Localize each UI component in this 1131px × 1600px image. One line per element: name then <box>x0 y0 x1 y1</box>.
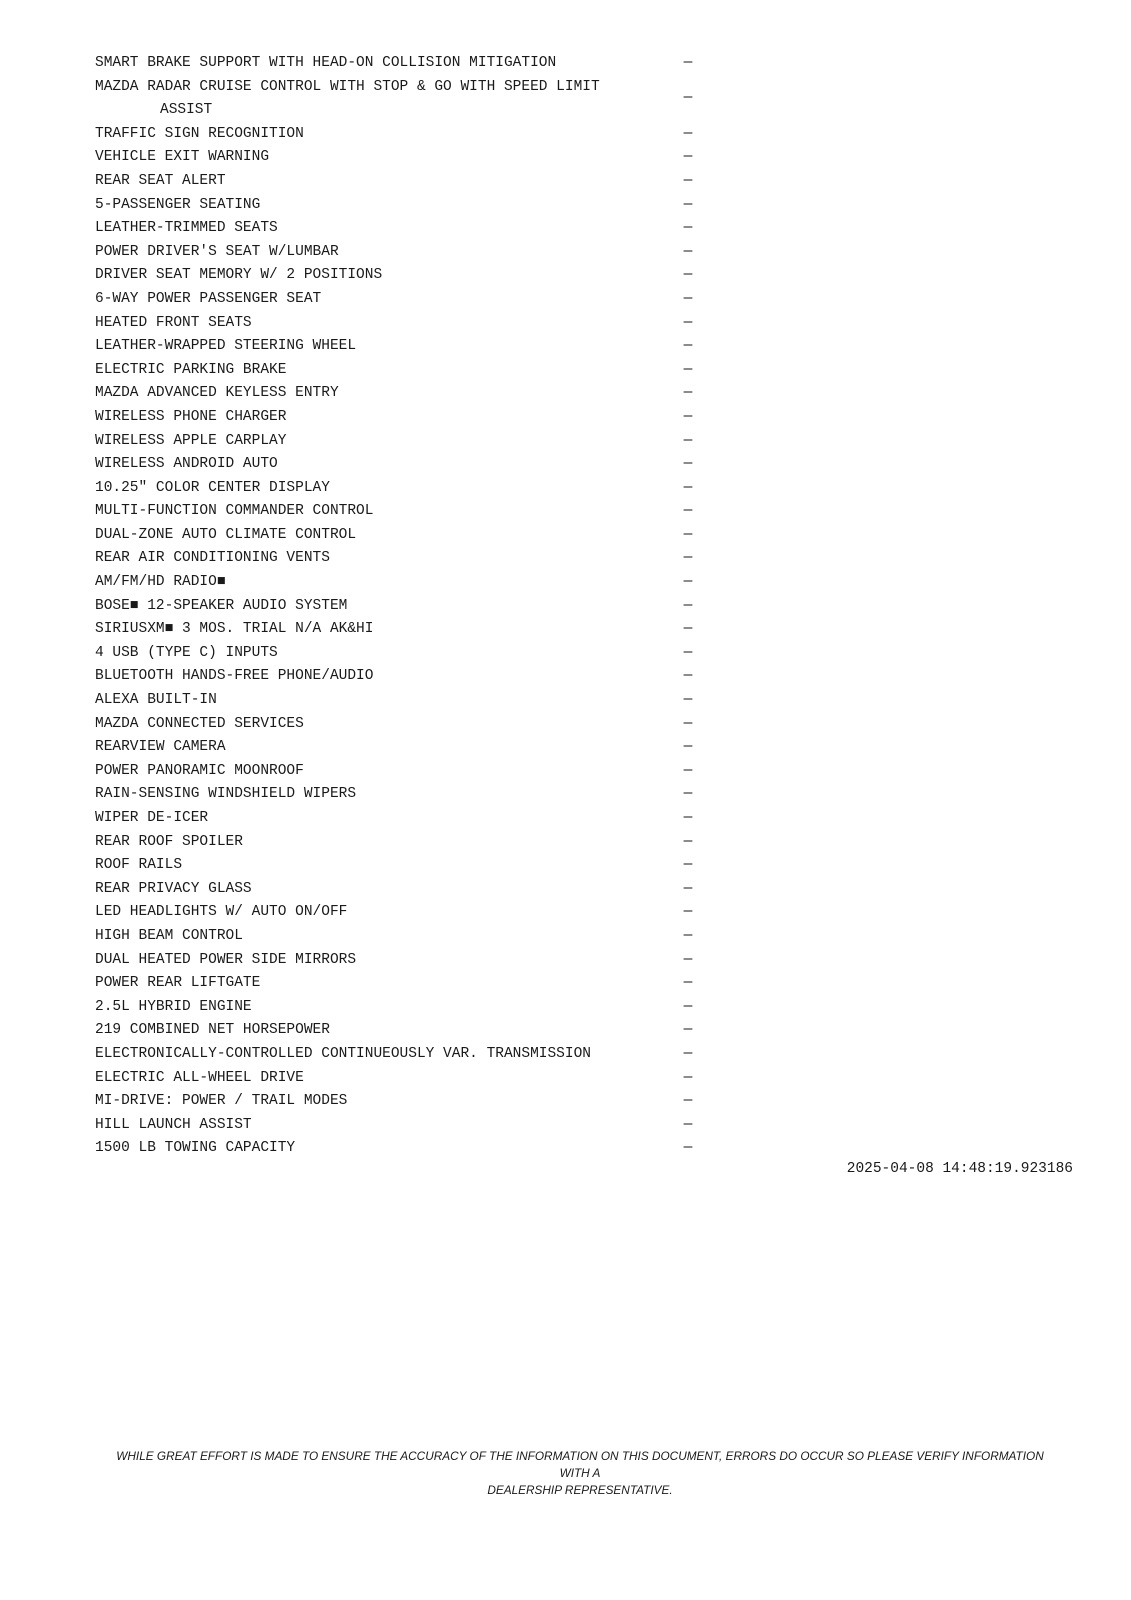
feature-row <box>95 925 695 949</box>
feature-row <box>95 736 695 760</box>
feature-name-text: 5-PASSENGER SEATING <box>95 196 261 213</box>
feature-name <box>95 1019 330 1043</box>
feature-value-dash: — <box>683 621 693 638</box>
feature-value-dash: — <box>683 715 693 732</box>
feature-value-dash: — <box>683 220 693 237</box>
feature-name <box>95 901 347 925</box>
feature-value-dash: — <box>683 526 693 543</box>
feature-value-dash: — <box>683 857 693 874</box>
feature-value-dash: — <box>683 550 693 567</box>
feature-name-text: 1500 LB TOWING CAPACITY <box>95 1140 296 1157</box>
feature-name-text: ALEXA BUILT-IN <box>95 692 217 709</box>
feature-row <box>95 949 695 973</box>
feature-row <box>95 854 695 878</box>
feature-row <box>95 547 695 571</box>
feature-row <box>95 1114 695 1138</box>
feature-value-dash: — <box>683 172 693 189</box>
feature-value-dash: — <box>683 739 693 756</box>
feature-name-text: REAR PRIVACY GLASS <box>95 880 252 897</box>
feature-name-text: LED HEADLIGHTS W/ AUTO ON/OFF <box>95 904 348 921</box>
feature-value-dash: — <box>683 810 693 826</box>
feature-name <box>95 123 304 147</box>
feature-name-text: RAIN-SENSING WINDSHIELD WIPERS <box>95 786 357 803</box>
feature-row <box>95 901 695 925</box>
feature-row <box>95 312 695 336</box>
feature-name-text: 4 USB (TYPE C) INPUTS <box>95 644 278 661</box>
feature-name <box>95 783 356 807</box>
feature-value-dash: — <box>683 361 693 378</box>
feature-row <box>95 642 695 666</box>
feature-value-dash: — <box>683 290 693 307</box>
feature-row <box>95 335 695 359</box>
feature-name-text: AM/FM/HD RADIO■ <box>95 574 226 591</box>
feature-name-text: 10.25" COLOR CENTER DISPLAY <box>95 479 330 496</box>
feature-name-text: BOSE■ 12-SPEAKER AUDIO SYSTEM <box>95 597 348 614</box>
feature-name-text: REAR AIR CONDITIONING VENTS <box>95 550 330 567</box>
feature-value-dash: — <box>683 692 693 709</box>
feature-name <box>95 524 356 548</box>
feature-row <box>95 713 695 737</box>
feature-name-text: POWER REAR LIFTGATE <box>95 975 261 992</box>
feature-name-text: MAZDA RADAR CRUISE CONTROL WITH STOP & GO WITH SPEED LIMIT <box>95 78 600 95</box>
feature-name <box>95 713 304 737</box>
feature-row <box>95 618 695 642</box>
feature-name <box>95 76 600 123</box>
feature-row <box>95 878 695 902</box>
feature-value-dash: — <box>683 267 693 284</box>
feature-value-dash: — <box>683 1045 693 1062</box>
feature-name <box>95 878 252 902</box>
feature-row <box>95 571 695 595</box>
feature-value-dash: — <box>683 243 693 260</box>
feature-value-dash: — <box>683 668 693 685</box>
feature-name-text: LEATHER-WRAPPED STEERING WHEEL <box>95 338 357 355</box>
feature-row <box>95 760 695 784</box>
feature-name <box>95 1137 295 1161</box>
feature-name <box>95 477 330 501</box>
feature-value-dash: — <box>683 786 693 803</box>
feature-row <box>95 1137 695 1161</box>
feature-name <box>95 996 252 1020</box>
feature-name <box>95 1114 252 1138</box>
feature-value-dash: — <box>683 149 693 166</box>
feature-value-dash: — <box>683 314 693 331</box>
feature-name <box>95 949 356 973</box>
feature-name-text: VEHICLE EXIT WARNING <box>95 149 270 166</box>
feature-name <box>95 736 226 760</box>
feature-value-dash: — <box>683 408 693 425</box>
feature-name-text: WIRELESS PHONE CHARGER <box>95 408 287 425</box>
feature-name <box>95 642 278 666</box>
feature-name-text: ROOF RAILS <box>95 857 183 874</box>
feature-name <box>95 760 304 784</box>
disclaimer-line-1: WHILE GREAT EFFORT IS MADE TO ENSURE THE ACCURACY OF THE INFORMATION ON THIS DOCUMENT, ERRORS DO OCCUR SO PLEASE VERIFY INFORMATION WITH A <box>116 1449 1044 1480</box>
feature-name-text: 219 COMBINED NET HORSEPOWER <box>95 1022 330 1039</box>
feature-row <box>95 264 695 288</box>
feature-name <box>95 547 330 571</box>
feature-value-dash: — <box>683 574 693 591</box>
feature-name-text: ELECTRONICALLY-CONTROLLED CONTINUEOUSLY VAR. TRANSMISSION <box>95 1045 591 1062</box>
feature-row <box>95 406 695 430</box>
feature-name <box>95 430 286 454</box>
print-timestamp: 2025-04-08 14:48:19.923186 <box>846 1161 1073 1177</box>
feature-row <box>95 170 695 194</box>
feature-name <box>95 217 278 241</box>
feature-row <box>95 382 695 406</box>
feature-name <box>95 831 243 855</box>
feature-value-dash: — <box>683 975 693 992</box>
feature-name <box>95 807 208 831</box>
feature-row <box>95 76 695 123</box>
feature-row <box>95 996 695 1020</box>
feature-list <box>95 52 695 1161</box>
feature-name <box>95 1090 347 1114</box>
feature-value-dash: — <box>683 503 693 520</box>
feature-value-dash: — <box>683 644 693 661</box>
feature-row <box>95 477 695 501</box>
feature-row <box>95 1019 695 1043</box>
feature-row <box>95 123 695 147</box>
feature-name-text: DUAL HEATED POWER SIDE MIRRORS <box>95 951 357 968</box>
feature-name <box>95 571 226 595</box>
feature-name-text: ELECTRIC PARKING BRAKE <box>95 361 287 378</box>
feature-value-dash: — <box>683 880 693 897</box>
feature-name-text: POWER PANORAMIC MOONROOF <box>95 762 304 779</box>
feature-name-text: REAR ROOF SPOILER <box>95 833 243 850</box>
feature-value-dash: — <box>683 125 693 142</box>
feature-value-dash: — <box>683 55 693 71</box>
feature-row <box>95 359 695 383</box>
feature-name <box>95 264 382 288</box>
feature-value-dash: — <box>683 1093 693 1110</box>
feature-name <box>95 406 286 430</box>
feature-name-text: DUAL-ZONE AUTO CLIMATE CONTROL <box>95 526 357 543</box>
feature-name-continuation: ASSIST <box>160 102 213 119</box>
feature-name-text: POWER DRIVER'S SEAT W/LUMBAR <box>95 243 339 260</box>
feature-name <box>95 52 556 76</box>
feature-value-dash: — <box>683 762 693 779</box>
feature-name-text: 6-WAY POWER PASSENGER SEAT <box>95 290 322 307</box>
feature-value-dash: — <box>683 385 693 402</box>
feature-name <box>95 194 260 218</box>
feature-row <box>95 500 695 524</box>
feature-row <box>95 241 695 265</box>
feature-name <box>95 1043 591 1067</box>
feature-value-dash: — <box>683 1116 693 1133</box>
feature-name-text: BLUETOOTH HANDS-FREE PHONE/AUDIO <box>95 668 374 685</box>
feature-name <box>95 382 339 406</box>
feature-value-dash: — <box>683 1069 693 1086</box>
disclaimer <box>100 1448 1060 1499</box>
feature-name-text: 2.5L HYBRID ENGINE <box>95 998 252 1015</box>
feature-name <box>95 170 226 194</box>
feature-name <box>95 359 286 383</box>
feature-name-text: MAZDA CONNECTED SERVICES <box>95 715 304 732</box>
feature-name-text: TRAFFIC SIGN RECOGNITION <box>95 125 304 142</box>
feature-value-dash: — <box>683 904 693 921</box>
feature-name <box>95 854 182 878</box>
feature-row <box>95 217 695 241</box>
feature-name <box>95 925 243 949</box>
feature-row <box>95 146 695 170</box>
feature-name <box>95 595 347 619</box>
feature-value-dash: — <box>683 338 693 355</box>
feature-value-dash: — <box>683 833 693 850</box>
feature-name <box>95 500 373 524</box>
feature-name-text: WIRELESS ANDROID AUTO <box>95 456 278 473</box>
feature-row <box>95 1067 695 1091</box>
feature-row <box>95 194 695 218</box>
feature-row <box>95 665 695 689</box>
feature-value-dash: — <box>683 951 693 968</box>
feature-name <box>95 288 321 312</box>
feature-name <box>95 312 252 336</box>
feature-value-dash: — <box>683 1140 693 1157</box>
feature-value-dash: — <box>683 927 693 944</box>
feature-row <box>95 453 695 477</box>
feature-name <box>95 972 260 996</box>
feature-row <box>95 972 695 996</box>
feature-row <box>95 1090 695 1114</box>
feature-value-dash: — <box>683 196 693 213</box>
feature-name-text: REAR SEAT ALERT <box>95 172 226 189</box>
feature-name-text: DRIVER SEAT MEMORY W/ 2 POSITIONS <box>95 267 383 284</box>
feature-name-text: REARVIEW CAMERA <box>95 739 226 756</box>
feature-name <box>95 335 356 359</box>
feature-value-dash: — <box>683 1022 693 1039</box>
feature-name-text: MULTI-FUNCTION COMMANDER CONTROL <box>95 503 374 520</box>
feature-name-text: HEATED FRONT SEATS <box>95 314 252 331</box>
feature-name-text: ELECTRIC ALL-WHEEL DRIVE <box>95 1069 304 1086</box>
feature-name-text: MAZDA ADVANCED KEYLESS ENTRY <box>95 385 339 402</box>
feature-name <box>95 241 339 265</box>
feature-row <box>95 524 695 548</box>
feature-name-text: SMART BRAKE SUPPORT WITH HEAD-ON COLLISION MITIGATION <box>95 55 557 71</box>
feature-row <box>95 689 695 713</box>
feature-name <box>95 665 373 689</box>
feature-name <box>95 146 269 170</box>
feature-name-text: WIRELESS APPLE CARPLAY <box>95 432 287 449</box>
feature-name-text: MI-DRIVE: POWER / TRAIL MODES <box>95 1093 348 1110</box>
feature-name-text: WIPER DE-ICER <box>95 810 209 826</box>
feature-name <box>95 689 217 713</box>
feature-value-dash: — <box>683 479 693 496</box>
feature-row <box>95 1043 695 1067</box>
feature-row <box>95 288 695 312</box>
feature-name-text: SIRIUSXM■ 3 MOS. TRIAL N/A AK&HI <box>95 621 374 638</box>
feature-name-text: HIGH BEAM CONTROL <box>95 927 243 944</box>
feature-name <box>95 453 278 477</box>
feature-value-dash: — <box>683 456 693 473</box>
feature-row <box>95 783 695 807</box>
feature-row <box>95 831 695 855</box>
feature-row <box>95 52 695 76</box>
feature-name <box>95 1067 304 1091</box>
feature-row <box>95 807 695 831</box>
feature-name <box>95 618 373 642</box>
feature-name-text: LEATHER-TRIMMED SEATS <box>95 220 278 237</box>
feature-value-dash: — <box>683 998 693 1015</box>
feature-value-dash: — <box>683 90 693 107</box>
feature-row <box>95 595 695 619</box>
feature-value-dash: — <box>683 432 693 449</box>
disclaimer-line-2: DEALERSHIP REPRESENTATIVE. <box>487 1483 673 1497</box>
feature-name-text: HILL LAUNCH ASSIST <box>95 1116 252 1133</box>
feature-row <box>95 430 695 454</box>
feature-value-dash: — <box>683 597 693 614</box>
